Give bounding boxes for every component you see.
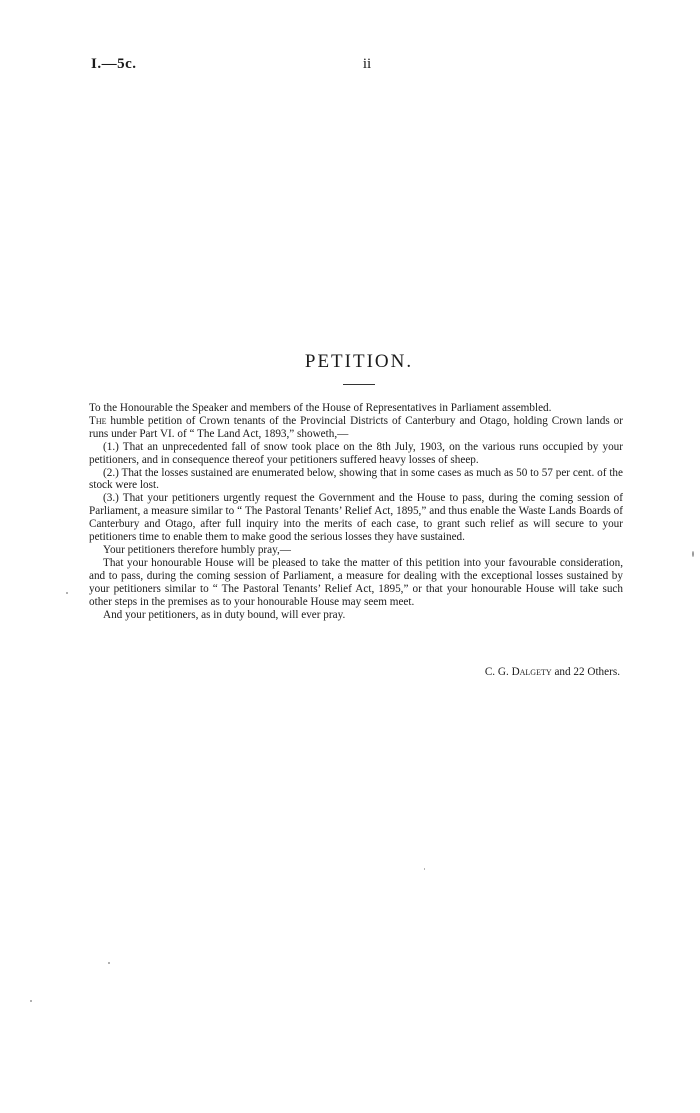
clause-3: (3.) That your petitioners urgently request the Government and the House to pass, during the coming session of Parliament, a measure similar to “ The Pastoral Tenants’ Relief Act, 1895,” and thus enable the Waste Lands Boards of Canterbury and Otago, after full inquiry into the merits of each case, to grant such relief as will secure to your petitioners time to enable them to make good the serious losses they have sustained.	[89, 492, 623, 544]
closing-line: And your petitioners, as in duty bound, will ever pray.	[103, 608, 346, 621]
signature-initials: C. G.	[484, 666, 509, 678]
prayer-intro: Your petitioners therefore humbly pray,—	[103, 543, 291, 556]
intro-paragraph	[89, 415, 623, 441]
document-reference: I.—5c.	[91, 56, 137, 72]
address-line: To the Honourable the Speaker and members of the House of Representatives in Parliament assembled.	[89, 402, 552, 414]
prayer-paragraph: That your honourable House will be pleased to take the matter of this petition into your favourable consideration, and to pass, during the coming session of Parliament, a measure for dealing with the exceptional losses sustained by your petitioners similar to “ The Pastoral Tenants’ Relief Act, 1895,” or that your honourable House will take such other steps in the premises as to your honourable House may seem meet.	[89, 556, 623, 608]
scan-speck	[424, 868, 425, 870]
petition-body	[89, 402, 623, 621]
intro-lead-word: The	[89, 414, 107, 427]
scan-speck	[30, 1000, 32, 1002]
title-rule	[343, 384, 375, 385]
page-number: ii	[362, 56, 372, 72]
scan-speck	[66, 592, 68, 594]
intro-text: humble petition of Crown tenants of the Provincial Districts of Canterbury and Otago, holding Crown lands or runs under Part VI. of “ The Land Act, 1893,” showeth,—	[89, 414, 623, 440]
clause-1: (1.) That an unprecedented fall of snow took place on the 8th July, 1903, on the various runs occupied by your petitioners, and in consequence thereof your petitioners suffered heavy losses of sheep.	[89, 440, 623, 466]
signature-surname: Dalgety	[511, 666, 552, 678]
scan-speck	[108, 962, 110, 964]
clause-2: (2.) That the losses sustained are enumerated below, showing that in some cases as much as 50 to 57 per cent. of the stock were lost.	[89, 466, 623, 492]
scan-speck	[692, 551, 694, 557]
petition-title: PETITION.	[304, 351, 414, 372]
signature	[420, 666, 620, 678]
signature-suffix: and 22 Others.	[554, 666, 620, 678]
